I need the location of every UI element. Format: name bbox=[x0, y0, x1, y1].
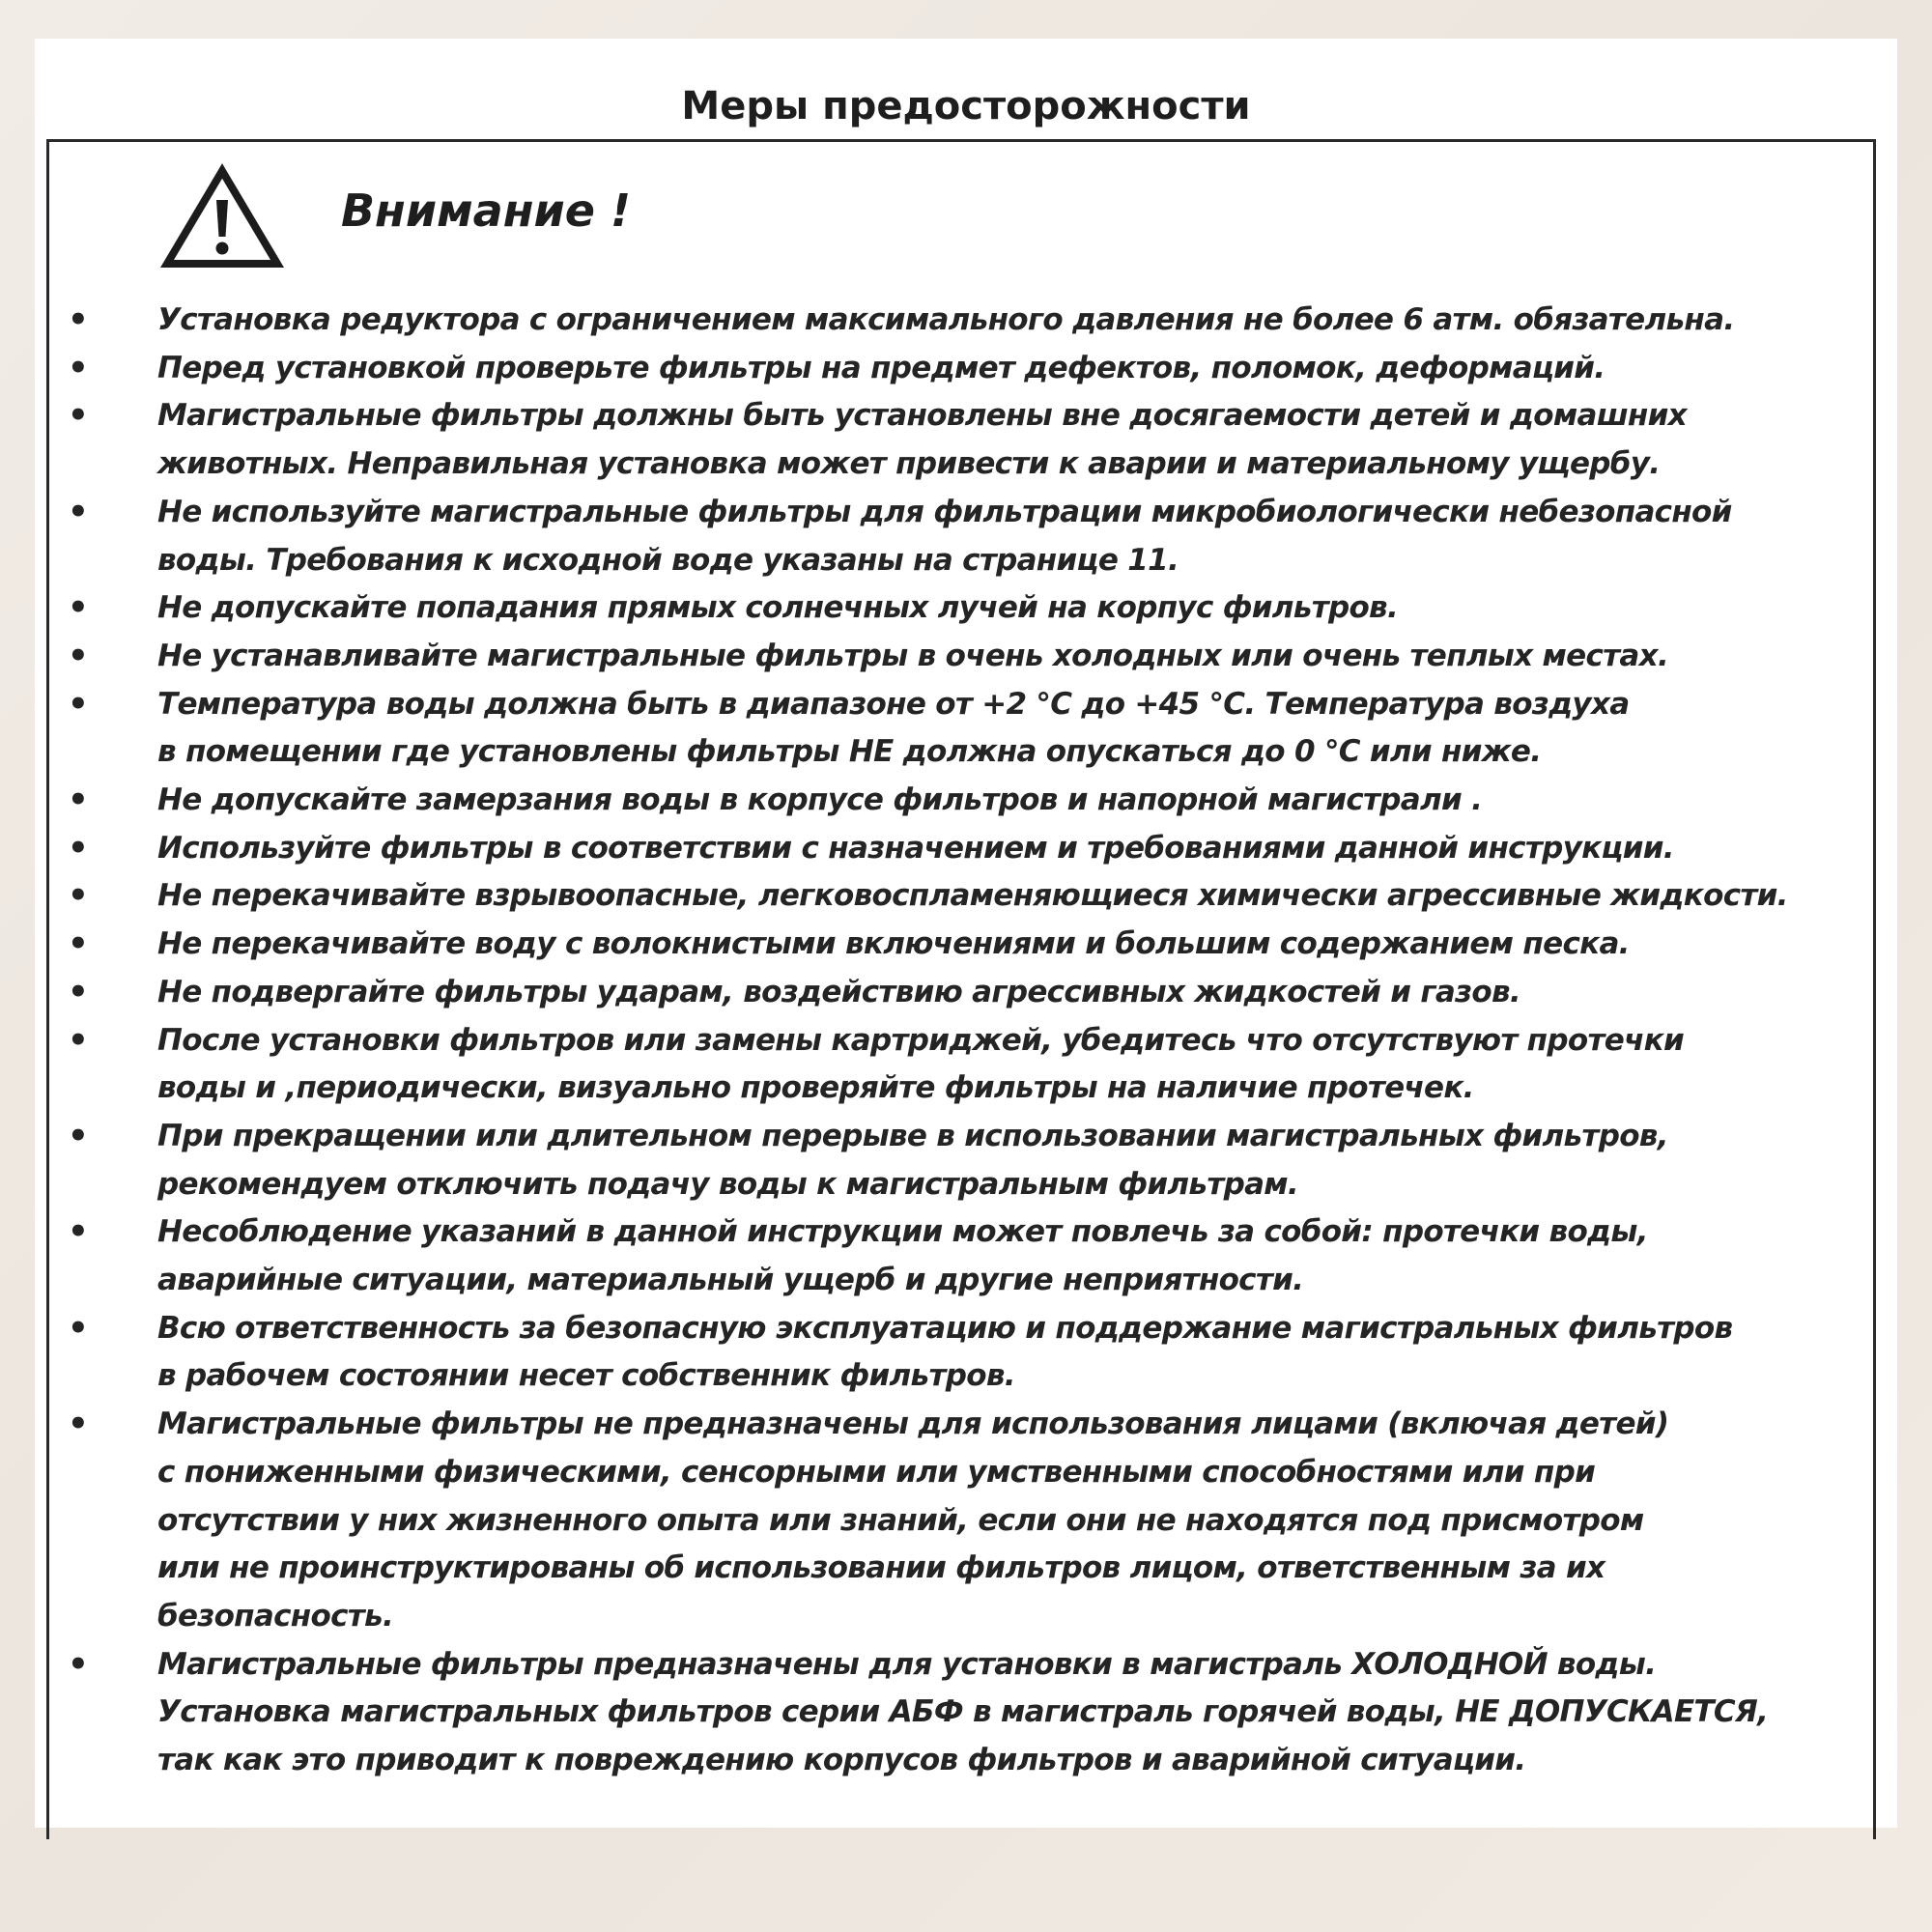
precaution-item bbox=[49, 584, 1873, 633]
precaution-item bbox=[49, 825, 1873, 873]
page-title: Меры предосторожности bbox=[681, 84, 1251, 128]
bullet-icon: • bbox=[68, 588, 89, 628]
precaution-line: Установка магистральных фильтров серии АБФ в магистраль горячей воды, НЕ ДОПУСКАЕТСЯ, bbox=[157, 1694, 1769, 1730]
precaution-line: Всю ответственность за безопасную эксплуатацию и поддержание магистральных фильтров bbox=[157, 1310, 1733, 1346]
precaution-item bbox=[49, 872, 1873, 921]
precaution-item bbox=[49, 392, 1873, 488]
bullet-icon: • bbox=[68, 492, 89, 531]
precaution-line: Магистральные фильтры предназначены для установки в магистраль ХОЛОДНОЙ воды. bbox=[157, 1646, 1657, 1682]
precaution-item bbox=[49, 681, 1873, 777]
warning-triangle-icon bbox=[159, 163, 285, 271]
precaution-line: Перед установкой проверьте фильтры на предмет дефектов, поломок, деформаций. bbox=[157, 350, 1605, 385]
precaution-line: животных. Неправильная установка может привести к аварии и материальному ущербу. bbox=[157, 446, 1661, 482]
bullet-icon: • bbox=[68, 1308, 89, 1348]
precaution-line: так как это приводит к повреждению корпусов фильтров и аварийной ситуации. bbox=[157, 1743, 1526, 1778]
precaution-item bbox=[49, 1305, 1873, 1401]
precaution-line: Не подвергайте фильтры ударам, воздействию агрессивных жидкостей и газов. bbox=[157, 974, 1520, 1009]
precaution-line: При прекращении или длительном перерыве в использовании магистральных фильтров, bbox=[157, 1118, 1668, 1153]
precaution-item bbox=[49, 1208, 1873, 1304]
bullet-icon: • bbox=[68, 348, 89, 387]
precaution-item bbox=[49, 1113, 1873, 1208]
precaution-item bbox=[49, 345, 1873, 393]
precaution-line: или не проинструктированы об использовании фильтров лицом, ответственным за их bbox=[157, 1550, 1605, 1586]
precaution-item bbox=[49, 777, 1873, 825]
precaution-item bbox=[49, 1401, 1873, 1641]
precaution-line: воды. Требования к исходной воде указаны на странице 11. bbox=[157, 542, 1179, 578]
precaution-line: Магистральные фильтры должны быть установлены вне досягаемости детей и домашних bbox=[157, 398, 1687, 434]
precaution-line: в рабочем состоянии несет собственник фильтров. bbox=[157, 1358, 1015, 1394]
precaution-line: Магистральные фильтры не предназначены для использования лицами (включая детей) bbox=[157, 1406, 1669, 1442]
warning-notice-box bbox=[46, 139, 1876, 1839]
precautions-list bbox=[49, 297, 1873, 1785]
attention-heading: Внимание ! bbox=[341, 185, 631, 237]
precaution-line: Не перекачивайте взрывоопасные, легковоспламеняющиеся химически агрессивные жидкости. bbox=[157, 878, 1788, 914]
bullet-icon: • bbox=[68, 300, 89, 339]
precaution-item bbox=[49, 633, 1873, 681]
precaution-line: аварийные ситуации, материальный ущерб и другие неприятности. bbox=[157, 1263, 1304, 1298]
precaution-line: отсутствии у них жизненного опыта или знаний, если они не находятся под присмотром bbox=[157, 1502, 1644, 1538]
bullet-icon: • bbox=[68, 1116, 89, 1155]
precaution-item bbox=[49, 921, 1873, 969]
precaution-line: рекомендуем отключить подачу воды к магистральным фильтрам. bbox=[157, 1166, 1299, 1202]
bullet-icon: • bbox=[68, 1020, 89, 1060]
precaution-line: Не допускайте попадания прямых солнечных лучей на корпус фильтров. bbox=[157, 590, 1399, 626]
bullet-icon: • bbox=[68, 1212, 89, 1252]
precaution-item bbox=[49, 1641, 1873, 1785]
bullet-icon: • bbox=[68, 924, 89, 964]
precaution-line: Не используйте магистральные фильтры для фильтрации микробиологически небезопасной bbox=[157, 494, 1732, 529]
bullet-icon: • bbox=[68, 972, 89, 1011]
precaution-line: Не устанавливайте магистральные фильтры в очень холодных или очень теплых местах. bbox=[157, 638, 1669, 673]
bullet-icon: • bbox=[68, 1405, 89, 1444]
precaution-item bbox=[49, 489, 1873, 584]
precaution-line: безопасность. bbox=[157, 1598, 394, 1634]
precaution-line: Не допускайте замерзания воды в корпусе фильтров и напорной магистрали . bbox=[157, 782, 1483, 818]
precaution-line: Используйте фильтры в соответствии с назначением и требованиями данной инструкции. bbox=[157, 830, 1674, 866]
precaution-line: с пониженными физическими, сенсорными или умственными способностями или при bbox=[157, 1454, 1596, 1490]
bullet-icon: • bbox=[68, 781, 89, 820]
precaution-line: воды и ,периодически, визуально проверяйте фильтры на наличие протечек. bbox=[157, 1070, 1474, 1106]
precaution-line: Установка редуктора с ограничением максимального давления не более 6 атм. обязательна. bbox=[157, 302, 1735, 337]
precaution-item bbox=[49, 1017, 1873, 1113]
instruction-page bbox=[35, 39, 1897, 1828]
precaution-item bbox=[49, 297, 1873, 345]
precaution-line: После установки фильтров или замены картриджей, убедитесь что отсутствуют протечки bbox=[157, 1022, 1685, 1058]
precaution-item bbox=[49, 969, 1873, 1017]
bullet-icon: • bbox=[68, 876, 89, 916]
bullet-icon: • bbox=[68, 636, 89, 675]
bullet-icon: • bbox=[68, 684, 89, 724]
precaution-line: Температура воды должна быть в диапазоне от +2 °C до +45 °C. Температура воздуха bbox=[157, 686, 1630, 722]
bullet-icon: • bbox=[68, 828, 89, 867]
precaution-line: Несоблюдение указаний в данной инструкции может повлечь за собой: протечки воды, bbox=[157, 1214, 1648, 1250]
bullet-icon: • bbox=[68, 1644, 89, 1684]
bullet-icon: • bbox=[68, 396, 89, 436]
precaution-line: Не перекачивайте воду с волокнистыми включениями и большим содержанием песка. bbox=[157, 926, 1630, 962]
precaution-line: в помещении где установлены фильтры НЕ должна опускаться до 0 °C или ниже. bbox=[157, 734, 1542, 770]
